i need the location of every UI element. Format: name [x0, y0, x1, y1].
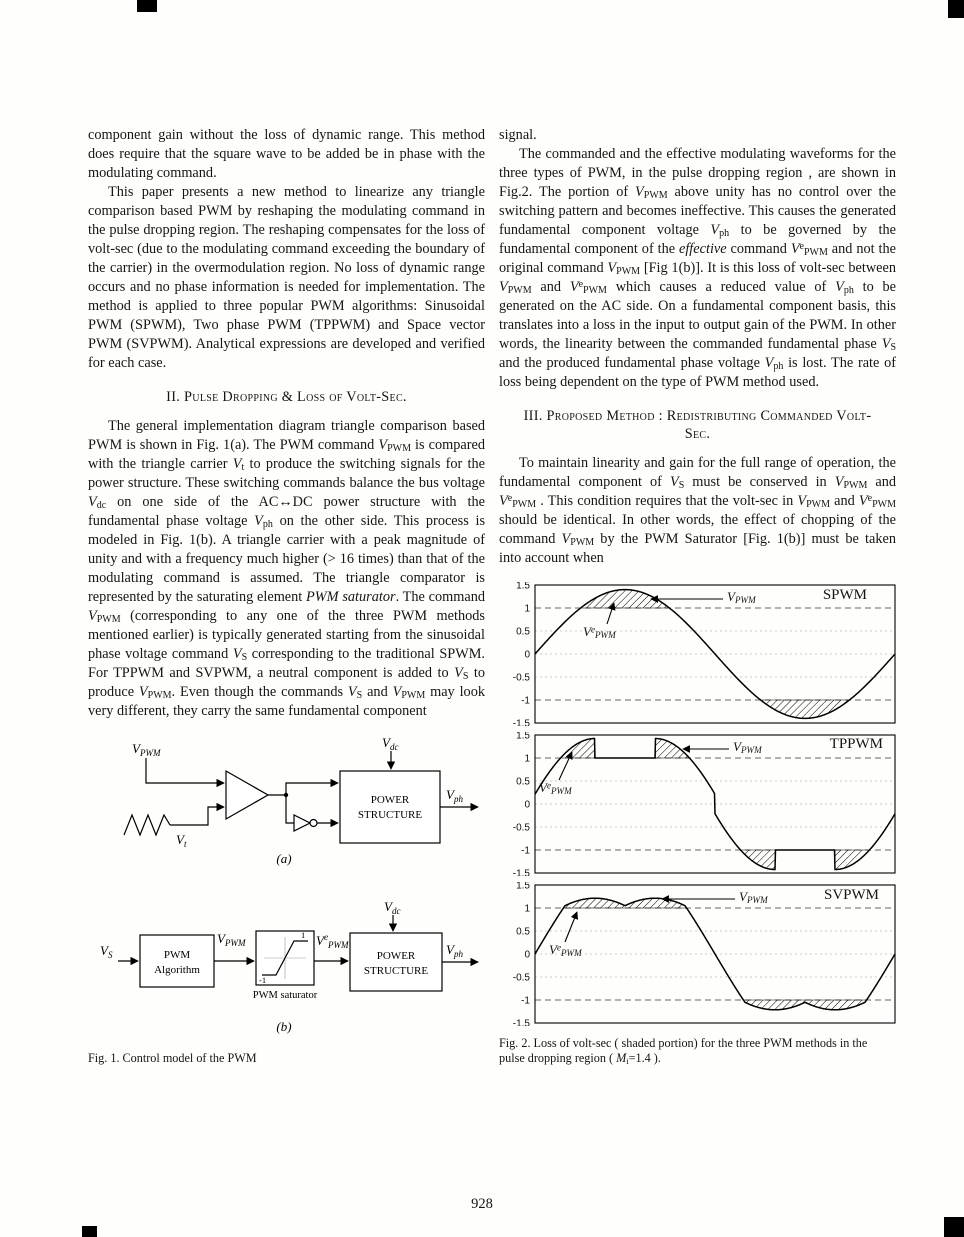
svg-text:-1: -1: [521, 845, 530, 857]
pwm-saturator-caption: PWM saturator: [252, 990, 318, 1001]
inverter-bubble: [310, 820, 317, 827]
fig1a-label: (a): [276, 851, 292, 866]
svg-text:0: 0: [524, 799, 530, 811]
page-number: 928: [471, 1196, 493, 1212]
section-heading-2: II. Pulse Dropping & Loss of Volt-Sec.: [166, 389, 407, 405]
vs-label: $V_S$: [100, 943, 113, 960]
vph-label: $V_{ph}$: [446, 787, 463, 804]
svg-text:-1.5: -1.5: [512, 718, 530, 726]
svg-text:0.5: 0.5: [516, 776, 530, 788]
vdc-label: $V_{dc}$: [384, 899, 401, 916]
vpwm-label: $V_{PWM}$: [217, 931, 246, 948]
paragraph: This paper presents a new method to linearize any triangle comparison based PWM by reshaping the modulating command in the pulse dropping region. The reshaping compensates for the loss of volt-sec (due to the modulating command exceeding the boundary of the carrier) in the overmodulation region. No loss of dynamic range occurs and no phase information is needed for implementation. The method is applied to three popular PWM algorithms: Sinusoidal PWM (SPWM), Two phase PWM (TPPWM) and Space vector PWM (SVPWM). Analytical expressions are developed and verified for each case.: [88, 184, 485, 371]
saturator-minus-one: -1: [259, 975, 267, 985]
panel-title: TPPWM: [829, 736, 883, 752]
svg-text:1.5: 1.5: [516, 882, 530, 892]
svg-text:0: 0: [524, 949, 530, 961]
fig2-caption: Fig. 2. Loss of volt-sec ( shaded portion) for the three PWM methods in the pulse dropping region ( $M_i=1.4$ ).: [499, 1036, 868, 1066]
left-column: [88, 126, 485, 1237]
fig2-panel-tppwm: [499, 732, 897, 876]
pwm-algorithm-text: Algorithm: [154, 964, 200, 976]
ve-pwm-label: $V^e_{PWM}$: [316, 932, 349, 950]
vpwm-annotation: $V_{PWM}$: [733, 739, 762, 755]
vph-label: $V_{ph}$: [446, 942, 463, 959]
vdc-label: $V_{dc}$: [382, 735, 399, 752]
right-column: [499, 126, 896, 1237]
svg-text:0: 0: [524, 649, 530, 661]
svg-text:-0.5: -0.5: [512, 672, 530, 684]
paragraph: The general implementation diagram triangle comparison based PWM is shown in Fig. 1(a). The PWM command $V_{PWM}$ is compared with the triangle carrier $V_t$ to produce the switching signals for the power structure. These switching commands balance the bus voltage $V_{dc}$ on one side of the AC↔DC power structure with the fundamental phase voltage $V_{ph}$ on the other side. This process is modeled in Fig. 1(b). A triangle carrier with a peak magnitude of unity and with a frequency much higher (> 16 times) than that of the modulating command is assumed. The triangle comparator is represented by the saturating element PWM saturator. The command $V_{PWM}$ (corresponding to any one of the three PWM methods mentioned earlier) is typically generated starting from the sinusoidal phase voltage command $V_S$ corresponding to the traditional SPWM. For TPPWM and SVPWM, a neutral component is added to $V_S$ to produce $V_{PWM}$. Even though the commands $V_S$ and $V_{PWM}$ may look very different, they carry the same fundamental component: [88, 418, 486, 719]
svg-text:-1.5: -1.5: [512, 868, 530, 876]
fig1-caption: Fig. 1. Control model of the PWM: [88, 1051, 257, 1065]
svg-text:0.5: 0.5: [516, 926, 530, 938]
ve-pwm-annotation: $V^e_{PWM}$: [583, 624, 616, 640]
section-heading-3: III. Proposed Method : Redistributing Commanded Volt-Sec.: [523, 408, 872, 442]
svg-text:-1: -1: [521, 995, 530, 1007]
svg-text:1: 1: [524, 603, 530, 615]
vt-label: $V_t$: [176, 832, 187, 849]
saturator-plus-one: 1: [301, 930, 306, 940]
power-structure-text: STRUCTURE: [363, 965, 429, 977]
svg-text:1.5: 1.5: [516, 732, 530, 742]
ve-pwm-annotation: $V^e_{PWM}$: [549, 942, 582, 958]
paragraph: component gain without the loss of dynamic range. This method does require that the square wave to be added be in phase with the modulating command.: [88, 127, 485, 181]
pwm-algorithm-box: [140, 935, 214, 987]
comparator-icon: [226, 771, 268, 819]
tppwm-chart: [499, 732, 897, 876]
fig2-panel-svpwm: [499, 882, 897, 1026]
panel-title: SVPWM: [823, 887, 879, 903]
carrier-wire: [170, 807, 224, 825]
power-structure-box: [340, 771, 440, 843]
power-structure-text: STRUCTURE: [357, 809, 423, 821]
figure-2: [499, 582, 896, 1066]
svg-text:-0.5: -0.5: [512, 972, 530, 984]
ve-pwm-annotation: $V^e_{PWM}$: [539, 780, 572, 796]
svg-text:-1.5: -1.5: [512, 1018, 530, 1026]
inverter-icon: [294, 815, 310, 831]
svg-text:-0.5: -0.5: [512, 822, 530, 834]
svg-text:1: 1: [524, 753, 530, 765]
fig1b-label: (b): [276, 1019, 292, 1034]
power-structure-text: POWER: [376, 950, 416, 962]
svg-text:1: 1: [524, 903, 530, 915]
figure-1: [88, 731, 485, 1066]
wire: [286, 783, 338, 795]
vpwm-annotation: $V_{PWM}$: [727, 589, 756, 605]
fig2-panel-spwm: [499, 582, 897, 726]
power-structure-text: POWER: [370, 794, 410, 806]
paragraph: signal.: [499, 127, 537, 143]
paragraph: The commanded and the effective modulating waveforms for the three types of PWM, in the pulse dropping region , are shown in Fig.2. The portion of $V_{PWM}$ above unity has no control over the switching pattern and becomes ineffective. This causes the generated fundamental component voltage $V_{ph}$ to be governed by the fundamental component of the effective command $V^e_{PWM}$ and not the original command $V_{PWM}$ [Fig 1(b)]. It is this loss of volt-sec between $V_{PWM}$ and $V^e_{PWM}$ which causes a reduced value of $V_{ph}$ to be generated on the AC side. On a fundamental component basis, this translates into a loss in the input to output gain of the PWM. In other words, the linearity between the commanded fundamental phase $V_S$ and the produced fundamental phase voltage $V_{ph}$ is lost. The rate of loss being dependent on the type of PWM method used.: [499, 146, 897, 390]
triangle-carrier-icon: [124, 815, 170, 835]
vpwm-annotation: $V_{PWM}$: [739, 889, 768, 905]
svg-text:1.5: 1.5: [516, 582, 530, 592]
pwm-algorithm-text: PWM: [163, 949, 191, 961]
wire: [286, 795, 294, 823]
vpwm-wire: [146, 758, 224, 783]
svg-text:0.5: 0.5: [516, 626, 530, 638]
panel-title: SPWM: [822, 587, 867, 603]
fig1-diagram: [88, 731, 486, 1041]
power-structure-box: [350, 933, 442, 991]
paragraph: To maintain linearity and gain for the full range of operation, the fundamental component of $V_S$ must be conserved in $V_{PWM}$ and $V^e_{PWM}$ . This condition requires that the volt-sec in $V_{PWM}$ and $V^e_{PWM}$ should be identical. In other words, the effect of chopping of the command $V_{PWM}$ by the PWM Saturator [Fig. 1(b)] must be taken into account when: [499, 455, 897, 566]
vpwm-label: $V_{PWM}$: [132, 741, 161, 758]
svg-text:-1: -1: [521, 695, 530, 707]
